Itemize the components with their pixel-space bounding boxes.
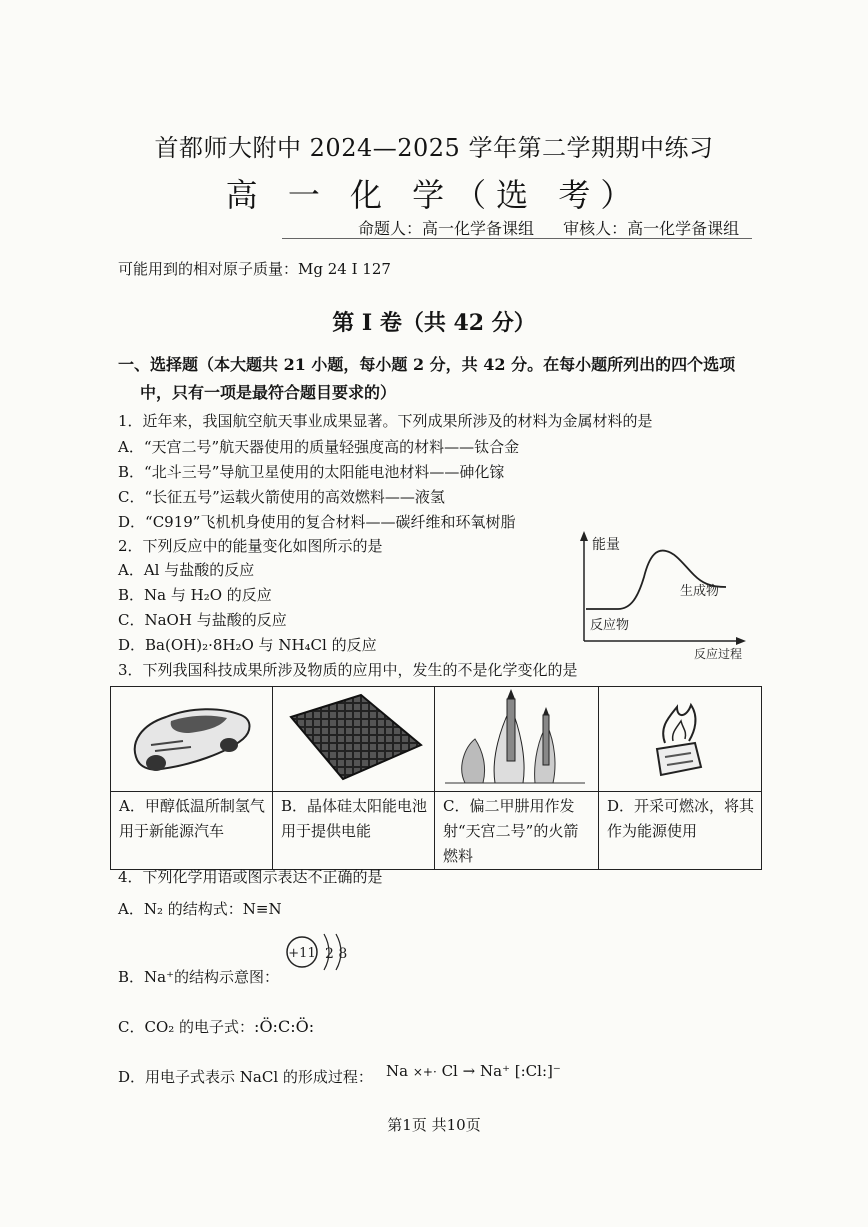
q2-option-c: C．NaOH 与盐酸的反应 [118,611,287,629]
q2-option-d: D．Ba(OH)₂·8H₂O 与 NH₄Cl 的反应 [118,636,377,654]
q3-image-cell-d [599,687,762,792]
atomic-masses: 可能用到的相对原子质量：Mg 24 I 127 [118,260,391,278]
cl-ion: [:Cl:]⁻ [514,1062,561,1080]
exam-credits [358,216,739,239]
q1-option-a: A．“天宫二号”航天器使用的质量轻强度高的材料——钛合金 [118,438,520,456]
x-axis-label: 反应过程 [694,647,743,661]
x-axis-arrow-icon [736,637,746,645]
rocket-launch-image [435,687,597,787]
burning-ice-image [599,687,759,787]
na-ion: Na⁺ [480,1062,510,1080]
co2-electron-formula: :Ö:C:Ö: [254,1017,315,1036]
na-ion-structure-diagram [284,930,364,978]
n2-structural-formula: N≡N [242,900,282,918]
q3-option-c: C．偏二甲肼用作发射“天宫二号”的火箭燃料 [435,792,599,870]
na-atom: Na [386,1062,409,1080]
cl-atom: Cl [441,1062,458,1080]
q4-option-a-label: A．N₂ 的结构式： [118,900,243,918]
nacl-formation-process [386,1062,561,1080]
section-title: 第 I 卷（共 42 分） [332,310,536,336]
electron-dot: ×+· [412,1065,437,1079]
nucleus-charge: +11 [288,946,316,961]
page-footer: 第1页 共10页 [387,1116,481,1134]
reviewer-label: 审核人：高一化学备课组 [563,219,740,238]
q2-stem: 2．下列反应中的能量变化如图所示的是 [118,537,383,555]
credits-underline [282,238,752,239]
car-image [111,687,271,787]
q4-option-a [118,898,282,919]
reaction-arrow-icon: → [462,1062,476,1080]
shell-electrons: 2 8 [325,946,348,962]
q3-image-cell-c [435,687,599,792]
q3-option-a: A．甲醇低温所制氢气用于新能源汽车 [111,792,273,870]
q3-option-d: D．开采可燃冰，将其作为能源使用 [599,792,762,870]
y-axis-arrow-icon [580,531,588,541]
exam-title: 首都师大附中 2024—2025 学年第二学期期中练习 [154,134,714,162]
q3-option-b: B．晶体硅太阳能电池用于提供电能 [273,792,435,870]
q1-option-b: B．“北斗三号”导航卫星使用的太阳能电池材料——砷化镓 [118,463,505,481]
q1-option-c: C．“长征五号”运载火箭使用的高效燃料——液氢 [118,488,445,506]
q4-option-c-label: C．CO₂ 的电子式： [118,1018,255,1036]
q1-stem: 1．近年来，我国航空航天事业成果显著。下列成果所涉及的材料为金属材料的是 [118,412,653,430]
energy-curve [586,551,726,609]
instructions-line-1: 一、选择题（本大题共 21 小题，每小题 2 分，共 42 分。在每小题所列出的四个选项 [118,355,736,374]
q4-option-c [118,1016,314,1037]
q1-option-d: D．“C919”飞机机身使用的复合材料——碳纤维和环氧树脂 [118,513,516,531]
instructions-line-2: 中，只有一项是最符合题目要求的） [140,383,397,402]
q3-image-cell-a [111,687,273,792]
q2-option-b: B．Na 与 H₂O 的反应 [118,586,272,604]
y-axis-label: 能量 [592,537,620,553]
q2-option-a: A．Al 与盐酸的反应 [118,561,255,579]
product-label: 生成物 [680,584,720,599]
energy-diagram [576,531,748,661]
solar-panel-image [273,687,433,787]
exam-subject: 高 一 化 学（选 考） [225,176,643,214]
q3-image-cell-b [273,687,435,792]
q3-stem: 3．下列我国科技成果所涉及物质的应用中，发生的不是化学变化的是 [118,661,578,679]
q4-stem: 4．下列化学用语或图示表达不正确的是 [118,868,383,886]
q3-table [110,686,761,865]
reactant-label: 反应物 [590,618,630,633]
author-label: 命题人：高一化学备课组 [358,219,535,238]
q4-option-b-label: B．Na⁺的结构示意图： [118,968,280,986]
q4-option-d-label: D．用电子式表示 NaCl 的形成过程： [118,1068,373,1086]
